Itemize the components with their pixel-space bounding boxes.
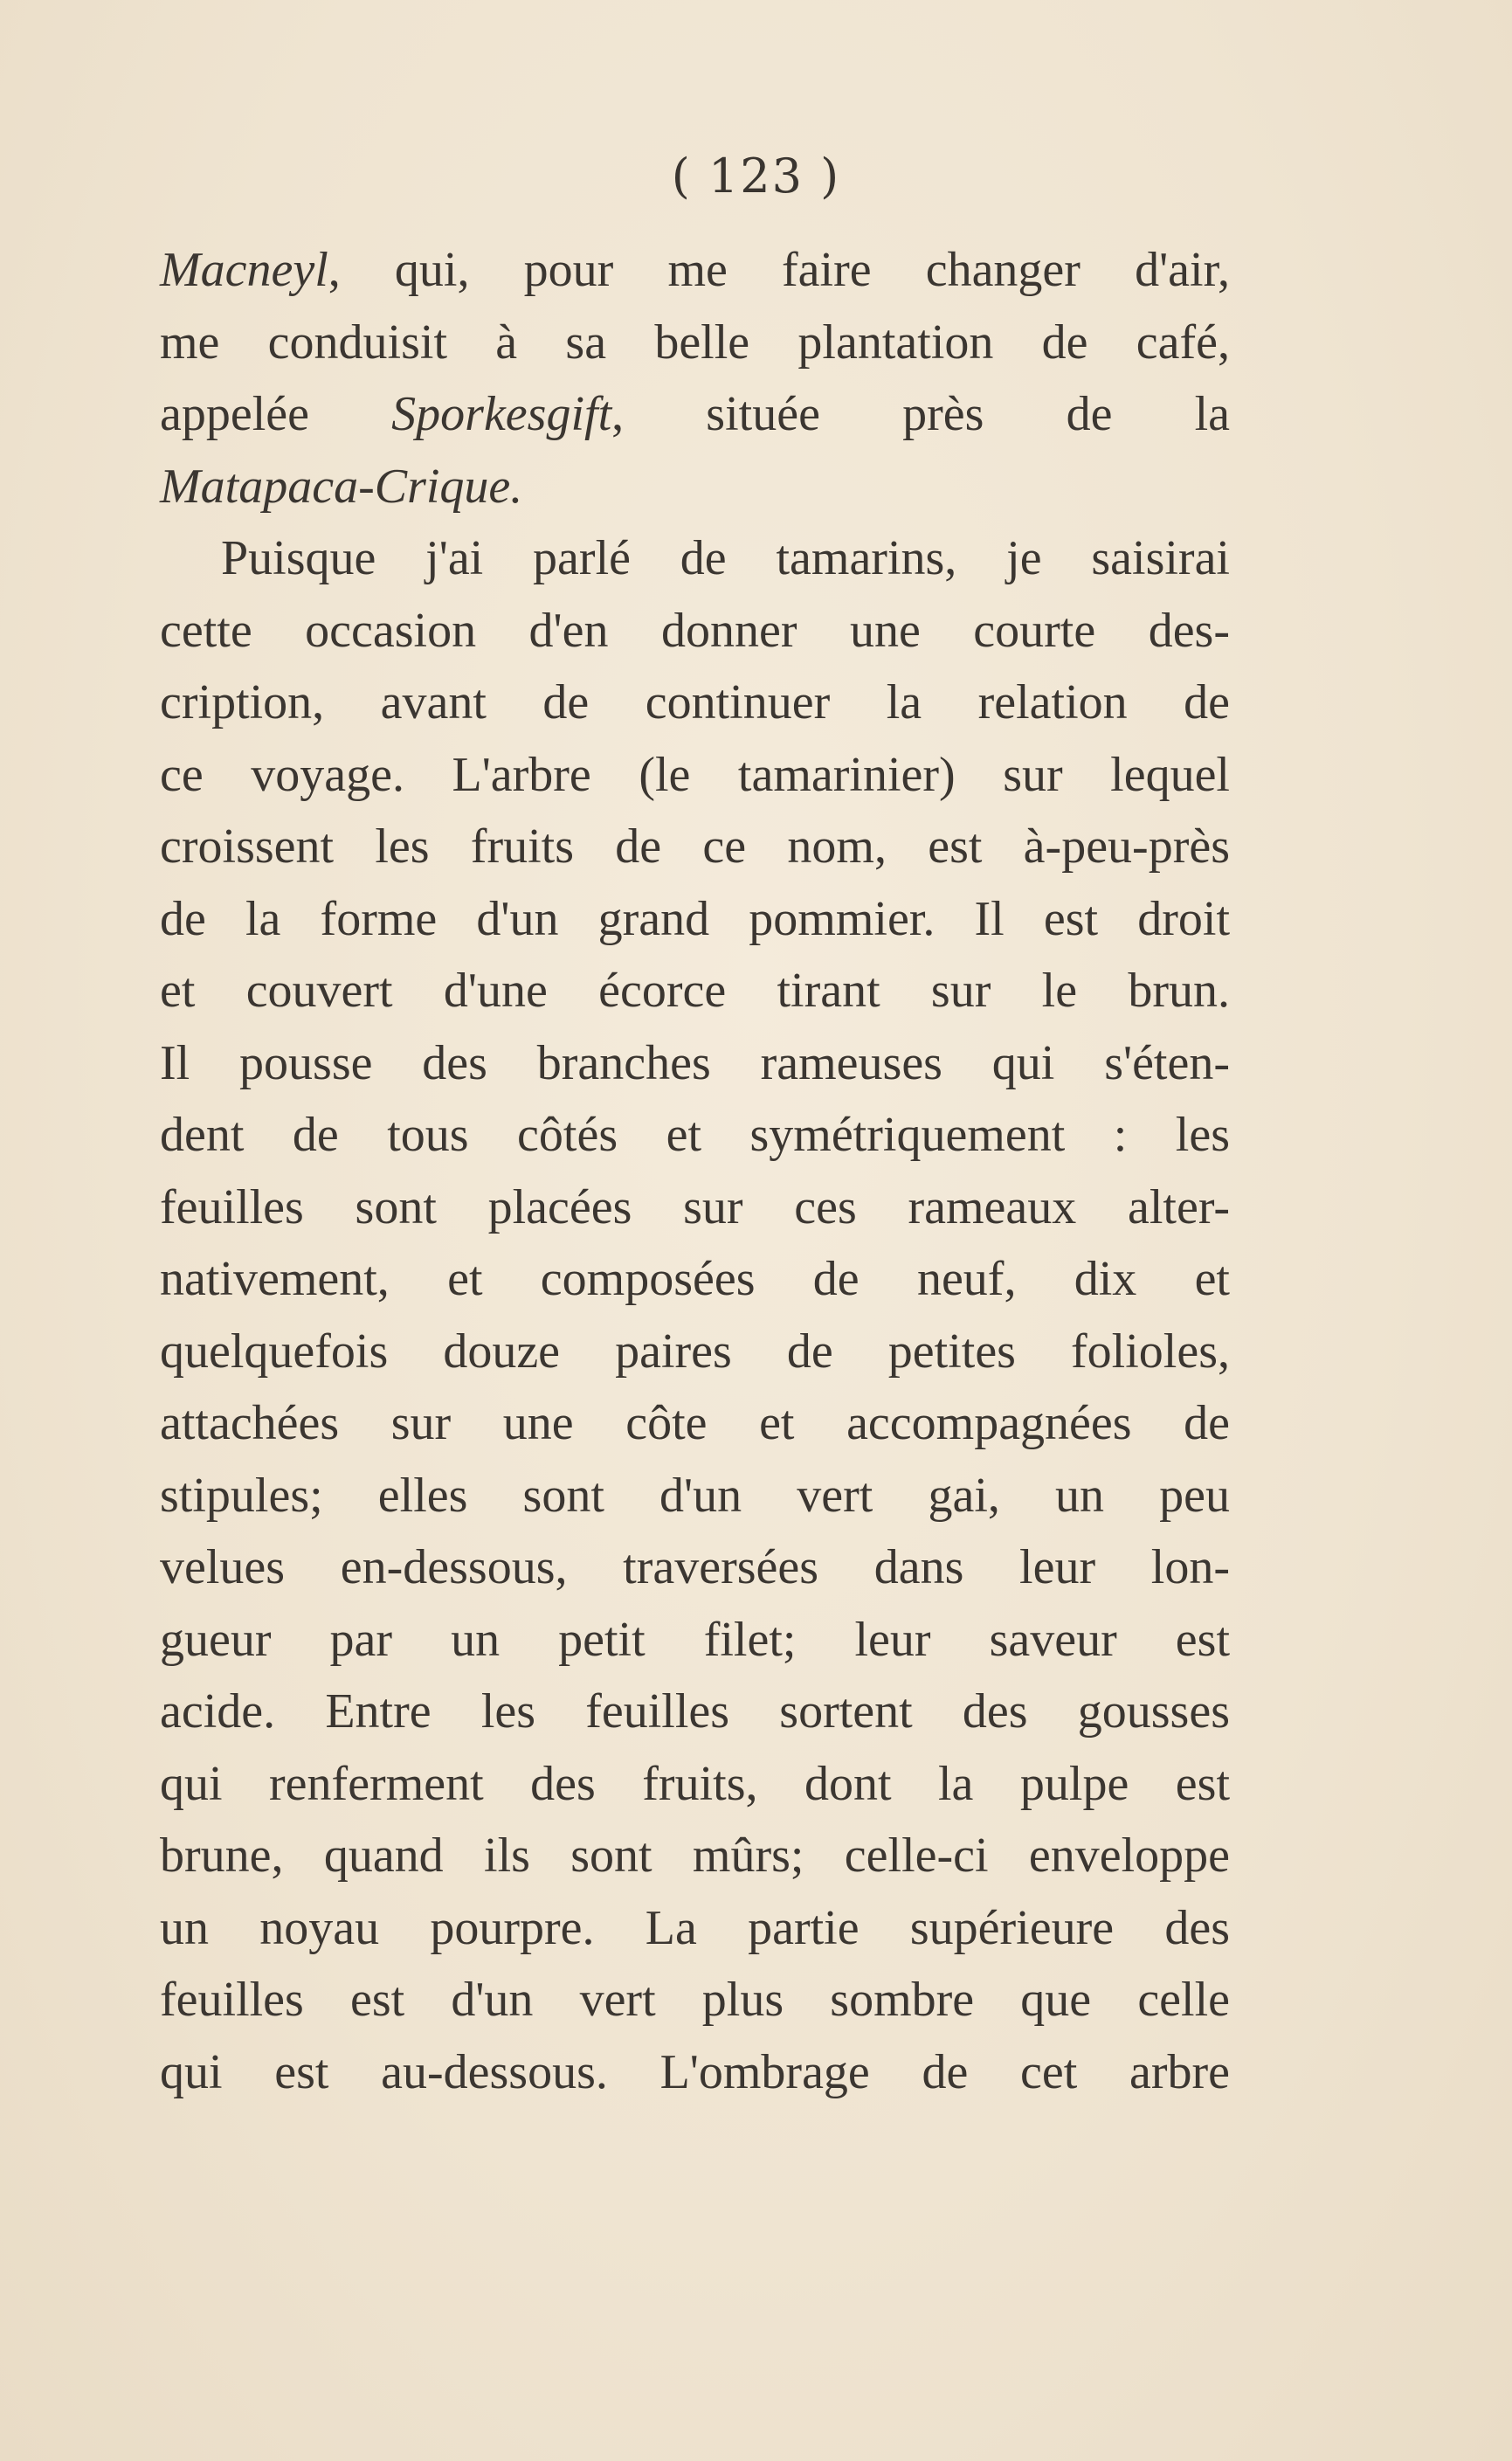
text-line: cette occasion d'en donner une courte des- <box>160 603 1230 658</box>
text-line: un noyau pourpre. La partie supérieure des <box>160 1900 1230 1955</box>
text-line: feuilles est d'un vert plus sombre que celle <box>160 1973 1230 2027</box>
text-line: brune, quand ils sont mûrs; celle-ci enveloppe <box>160 1828 1230 1883</box>
text-line: attachées sur une côte et accompagnées de <box>160 1396 1230 1450</box>
text-line: et couvert d'une écorce tirant sur le brun. <box>160 964 1230 1018</box>
text-line: dent de tous côtés et symétriquement : les <box>160 1108 1230 1162</box>
person-name: Macneyl <box>160 243 328 297</box>
text-line: qui renferment des fruits, dont la pulpe est <box>160 1756 1230 1811</box>
text-line: stipules; elles sont d'un vert gai, un peu <box>160 1468 1230 1523</box>
plantation-name: Sporkesgift <box>391 387 612 441</box>
page-number: ( 123 ) <box>671 149 841 204</box>
body-text <box>160 234 1230 2108</box>
place-name: Matapaca-Crique. <box>160 459 523 514</box>
line-fragment: , qui, pour me faire changer d'air, <box>328 243 1230 297</box>
text-line: qui est au-dessous. L'ombrage de cet arbre <box>160 2044 1230 2099</box>
text-line: ce voyage. L'arbre (le tamarinier) sur lequel <box>160 747 1230 802</box>
text-line: cription, avant de continuer la relation de <box>160 675 1230 729</box>
text-line: velues en-dessous, traversées dans leur lon- <box>160 1540 1230 1594</box>
text-line: me conduisit à sa belle plantation de café, <box>160 315 1230 370</box>
line-fragment: appelée <box>160 387 392 441</box>
text-line <box>160 378 1230 451</box>
text-line: acide. Entre les feuilles sortent des gousses <box>160 1684 1230 1739</box>
text-line: croissent les fruits de ce nom, est à-peu-près <box>160 819 1230 874</box>
text-line: nativement, et composées de neuf, dix et <box>160 1252 1230 1306</box>
text-line: de la forme d'un grand pommier. Il est droit <box>160 891 1230 946</box>
text-line: quelquefois douze paires de petites folioles, <box>160 1324 1230 1379</box>
text-line: feuilles sont placées sur ces rameaux alter- <box>160 1179 1230 1234</box>
line-fragment: , située près de la <box>611 387 1231 441</box>
text-line <box>160 451 1230 523</box>
text-line <box>160 234 1230 307</box>
text-line: gueur par un petit filet; leur saveur est <box>160 1612 1230 1667</box>
text-line: Il pousse des branches rameuses qui s'éten- <box>160 1035 1230 1090</box>
text-line: Puisque j'ai parlé de tamarins, je saisirai <box>221 531 1230 585</box>
